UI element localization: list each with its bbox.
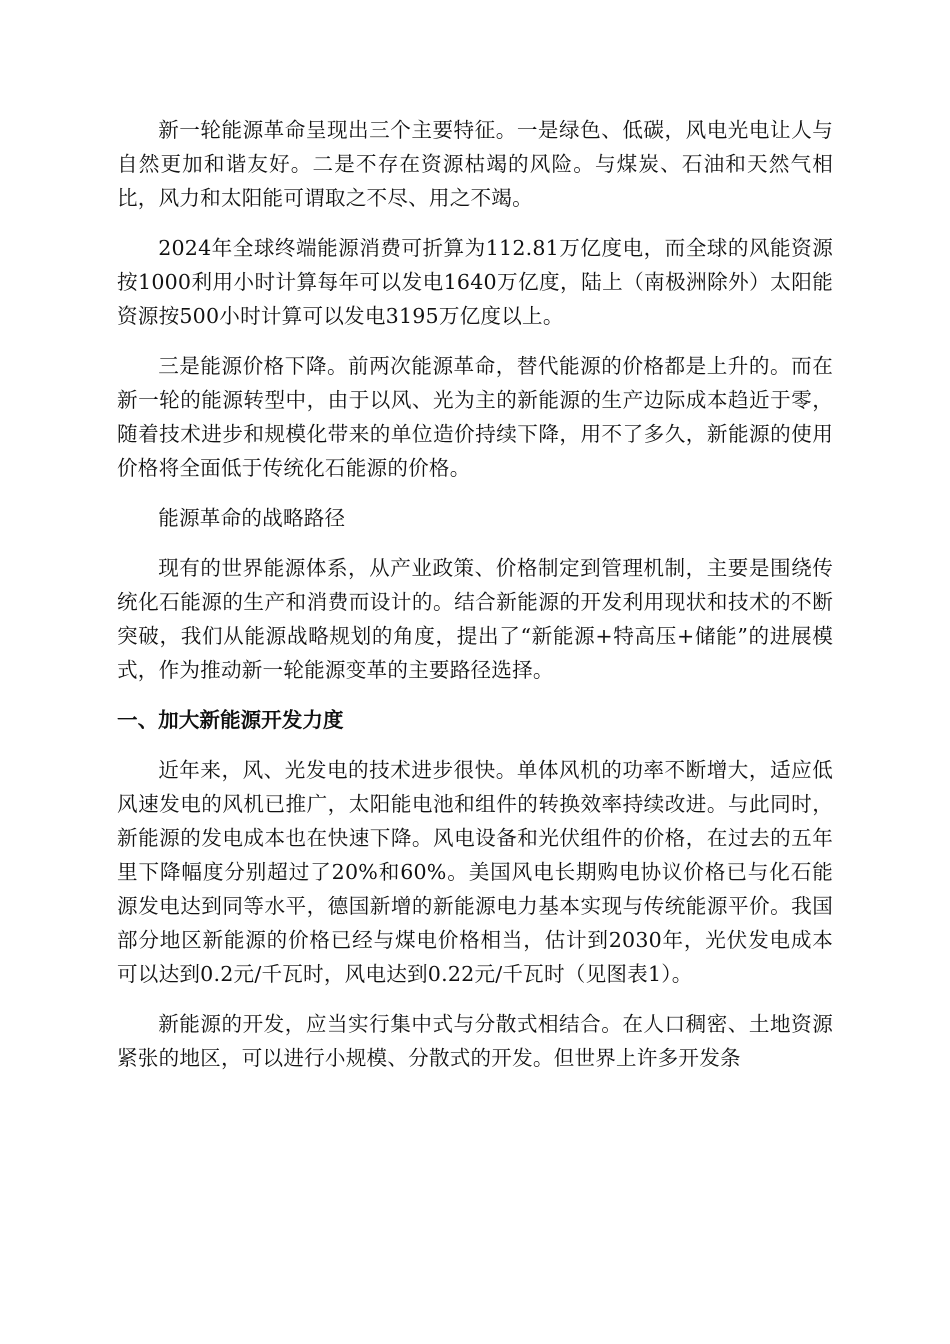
paragraph-global-energy-consumption: 2024年全球终端能源消费可折算为112.81万亿度电，而全球的风能资源按1000利用小时计算每年可以发电1640万亿度，陆上（南极洲除外）太阳能资源按500小时计算可以发电3195万亿度以上。	[117, 236, 833, 328]
paragraph-technology-progress: 近年来，风、光发电的技术进步很快。单体风机的功率不断增大，适应低风速发电的风机已推广，太阳能电池和组件的转换效率持续改进。与此同时，新能源的发电成本也在快速下降。风电设备和光伏组件的价格，在过去的五年里下降幅度分别超过了20%和60%。美国风电长期购电协议价格已与化石能源发电达到同等水平，德国新增的新能源电力基本实现与传统能源平价。我国部分地区新能源的价格已经与煤电价格相当，估计到2030年，光伏发电成本可以达到0.2元/千瓦时，风电达到0.22元/千瓦时（见图表1）。	[117, 758, 833, 986]
subheading-strategic-path: 能源革命的战略路径	[158, 506, 346, 530]
paragraph-energy-price-decline: 三是能源价格下降。前两次能源革命，替代能源的价格都是上升的。而在新一轮的能源转型中，由于以风、光为主的新能源的生产边际成本趋近于零，随着技术进步和规模化带来的单位造价持续下降，用不了多久，新能源的使用价格将全面低于传统化石能源的价格。	[117, 354, 833, 480]
document-body	[117, 113, 833, 1091]
paragraph-development-mode: 新能源的开发，应当实行集中式与分散式相结合。在人口稠密、土地资源紧张的地区，可以进行小规模、分散式的开发。但世界上许多开发条	[117, 1012, 833, 1070]
paragraph-energy-system: 现有的世界能源体系，从产业政策、价格制定到管理机制，主要是围绕传统化石能源的生产和消费而设计的。结合新能源的开发利用现状和技术的不断突破，我们从能源战略规划的角度，提出了“新能源+特高压+储能”的进展模式，作为推动新一轮能源变革的主要路径选择。	[117, 556, 833, 682]
paragraph-energy-revolution-features: 新一轮能源革命呈现出三个主要特征。一是绿色、低碳，风电光电让人与自然更加和谐友好。二是不存在资源枯竭的风险。与煤炭、石油和天然气相比，风力和太阳能可谓取之不尽、用之不竭。	[117, 118, 833, 210]
section-heading-new-energy-development: 一、加大新能源开发力度	[117, 708, 344, 732]
